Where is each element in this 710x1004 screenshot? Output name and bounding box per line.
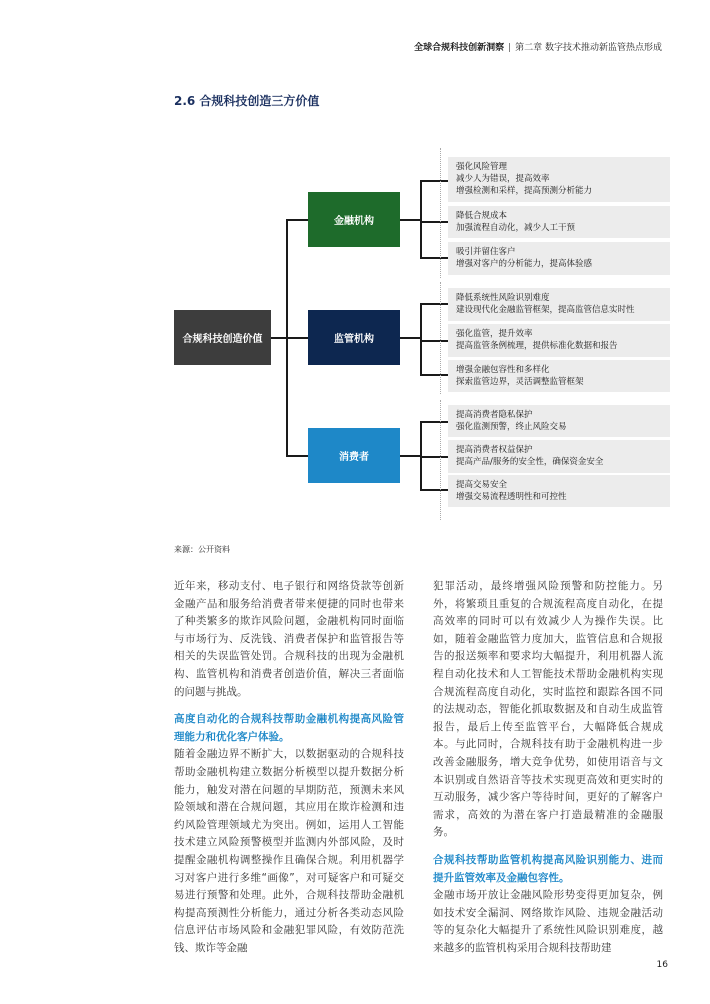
report-title: 全球合规科技创新洞察 — [414, 43, 505, 53]
benefit-line: 吸引并留住客户 — [456, 247, 516, 257]
page-number: 16 — [656, 960, 668, 970]
body-paragraph: 犯罪活动，最终增强风险预警和防控能力。另外，将繁琐且重复的合规流程高度自动化，在提高效率的同时可以有效减少人为操作失误。比如，随着金融监管力度加大，监管信息和合规报告的报送频率和要求均大幅提升，利用机器人流程自动化技术和人工智能技术帮助金融机构实现合规流程高度自动化，实时监控和跟踪各国不同的法规动态，智能化抓取数据及和自动生成监管报告，最后上传至监管平台，大幅降低合规成本。与此同时，合规科技有助于金融机构进一步改善金融服务，增大竞争优势，如使用语音与文本识别或自然语音等技术实现更高效和更实时的互动服务，减少客户等待时间，更好的了解客户需求，高效的为潜在客户打造最精准的金融服务。 — [433, 580, 663, 839]
connector-line — [420, 303, 422, 375]
benefit-line: 增强金融包容性和多样化 — [456, 365, 550, 375]
benefit-box — [448, 475, 670, 507]
benefit-line: 增强交易流程透明性和可控性 — [456, 492, 567, 502]
connector-line — [420, 180, 422, 258]
connector-line — [400, 337, 421, 339]
benefit-box — [448, 324, 670, 357]
benefit-box — [448, 206, 670, 238]
benefit-line: 提高消费者隐私保护 — [456, 410, 533, 420]
connector-line — [271, 337, 287, 339]
connector-line — [420, 374, 448, 376]
header-separator: | — [508, 43, 512, 53]
benefit-line: 降低合规成本 — [456, 211, 508, 221]
connector-line — [420, 221, 448, 223]
benefit-line: 强化监测预警，终止风险交易 — [456, 422, 567, 432]
category-label: 消费者 — [339, 452, 369, 463]
benefit-line: 强化风险管理 — [456, 162, 508, 172]
dotted-guide — [440, 282, 442, 394]
benefit-line: 建设现代化金融监管框架，提高监管信息实时性 — [456, 305, 635, 315]
category-financial-institutions — [308, 192, 400, 247]
category-label: 监管机构 — [334, 334, 374, 345]
source-note: 来源：公开资料 — [174, 545, 230, 554]
benefit-line: 提高产品/服务的安全性，确保资金安全 — [456, 457, 604, 467]
benefit-line: 减少人为错误，提高效率 — [456, 174, 550, 184]
benefit-box — [448, 157, 670, 202]
connector-line — [400, 219, 421, 221]
category-label: 金融机构 — [334, 216, 374, 227]
connector-line — [286, 219, 308, 221]
root-node: 合规科技创造价值 — [174, 310, 271, 365]
benefit-line: 提高监管条例梳理，提供标准化数据和报告 — [456, 341, 618, 351]
connector-line — [420, 303, 448, 305]
connector-line — [420, 456, 448, 458]
benefit-line: 强化监管，提升效率 — [456, 329, 533, 339]
connector-line — [420, 489, 448, 491]
chapter-title: 第二章 数字技术推动新监管热点形成 — [515, 43, 662, 53]
dotted-guide — [440, 148, 442, 278]
body-paragraph: 随着金融边界不断扩大，以数据驱动的合规科技帮助金融机构建立数据分析模型以提升数据分析能力，触发对潜在问题的早期防范，预测未来风险领域和潜在合规问题，其应用在欺诈检测和违约风险管理领域尤为突出。例如，运用人工智能技术建立风险预警模型并监测内外部风险，及时提醒金融机构调整操作且确保合规。利用机器学习对客户进行多维“画像”，对可疑客户和可疑交易进行预警和处理。此外，合规科技帮助金融机构提高预测性分析能力，通过分析各类动态风险信息评估市场风险和金融犯罪风险，有效防范洗钱、欺诈等金融 — [174, 748, 404, 954]
benefit-line: 增强检测和采样，提高预测分析能力 — [456, 186, 593, 196]
category-regulators — [308, 310, 400, 365]
body-paragraph: 金融市场开放让金融风险形势变得更加复杂，例如技术安全漏洞、网络欺诈风险、违规金融活动等的复杂化大幅提升了系统性风险识别难度，越来越多的监管机构采用合规科技帮助建 — [433, 889, 663, 954]
category-consumers — [308, 428, 400, 483]
benefit-box — [448, 288, 670, 321]
connector-line — [420, 421, 448, 423]
benefit-box — [448, 405, 670, 437]
benefit-line: 提高消费者权益保护 — [456, 445, 533, 455]
left-column — [174, 578, 404, 967]
connector-line — [286, 455, 308, 457]
benefit-box — [448, 440, 670, 473]
connector-line — [420, 340, 448, 342]
body-paragraph: 近年来，移动支付、电子银行和网络贷款等创新金融产品和服务给消费者带来便捷的同时也带来了种类繁多的欺诈风险问题，金融机构同时面临与市场行为、反洗钱、消费者保护和监管报告等相关的失误监管处罚。合规科技的出现为金融机构、监管机构和消费者创造价值，解决三者面临的问题与挑战。 — [174, 580, 404, 698]
benefit-box — [448, 242, 670, 275]
dotted-guide — [440, 400, 442, 520]
connector-line — [286, 337, 308, 339]
benefit-line: 增强对客户的分析能力，提高体验感 — [456, 259, 593, 269]
subheading: 合规科技帮助监管机构提高风险识别能力、进而提升监管效率及金融包容性。 — [433, 853, 663, 884]
running-header — [414, 40, 662, 53]
benefit-line: 探索监管边界，灵活调整监管框架 — [456, 377, 584, 387]
benefit-box — [448, 360, 670, 392]
connector-line — [400, 455, 421, 457]
section-title: 2.6 合规科技创造三方价值 — [174, 94, 320, 108]
connector-line — [420, 257, 448, 259]
connector-line — [420, 180, 448, 182]
benefit-line: 提高交易安全 — [456, 480, 508, 490]
right-column — [433, 578, 663, 967]
benefit-line: 降低系统性风险识别难度 — [456, 293, 550, 303]
benefit-line: 加强流程自动化，减少人工干预 — [456, 223, 576, 233]
subheading: 高度自动化的合规科技帮助金融机构提高风险管理能力和优化客户体验。 — [174, 713, 404, 743]
